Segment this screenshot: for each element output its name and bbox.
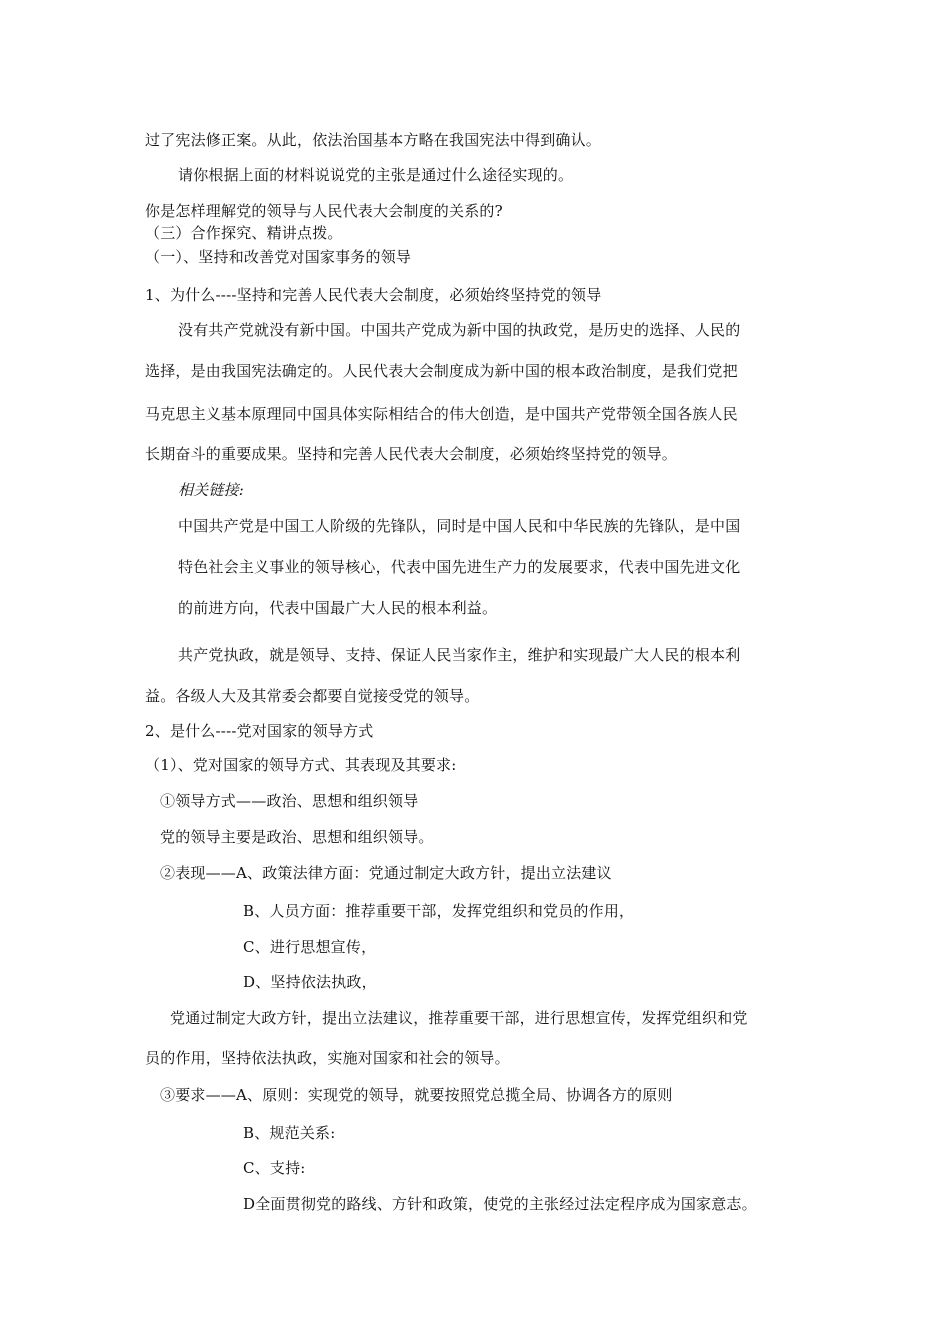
text-line: 的前进方向，代表中国最广大人民的根本利益。	[178, 599, 498, 617]
text-line: D全面贯彻党的路线、方针和政策，使党的主张经过法定程序成为国家意志。	[243, 1195, 757, 1213]
text-line: D、坚持依法执政，	[243, 973, 377, 991]
text-line: 过了宪法修正案。从此，依法治国基本方略在我国宪法中得到确认。	[145, 131, 602, 149]
text-line: 益。各级人大及其常委会都要自觉接受党的领导。	[145, 687, 480, 705]
text-line: 共产党执政，就是领导、支持、保证人民当家作主，维护和实现最广大人民的根本利	[178, 646, 741, 664]
text-line: （三）合作探究、精讲点拨。	[145, 224, 343, 242]
text-line: 你是怎样理解党的领导与人民代表大会制度的关系的?	[145, 202, 503, 220]
text-line: ①领导方式——政治、思想和组织领导	[160, 792, 419, 810]
related-link-heading: 相关链接:	[178, 481, 245, 499]
section-heading: （一）、坚持和改善党对国家事务的领导	[145, 248, 412, 266]
text-line: 党通过制定大政方针，提出立法建议，推荐重要干部，进行思想宣传，发挥党组织和党	[170, 1009, 748, 1027]
text-line: ②表现——A、政策法律方面：党通过制定大政方针，提出立法建议	[160, 864, 612, 882]
text-line: 党的领导主要是政治、思想和组织领导。	[160, 828, 434, 846]
text-line: 选择，是由我国宪法确定的。人民代表大会制度成为新中国的根本政治制度，是我们党把	[145, 362, 738, 380]
text-line: 长期奋斗的重要成果。坚持和完善人民代表大会制度，必须始终坚持党的领导。	[145, 445, 678, 463]
text-line: ③要求——A、原则：实现党的领导，就要按照党总揽全局、协调各方的原则	[160, 1086, 673, 1104]
text-line: 特色社会主义事业的领导核心，代表中国先进生产力的发展要求，代表中国先进文化	[178, 558, 741, 576]
text-line: 马克思主义基本原理同中国具体实际相结合的伟大创造，是中国共产党带领全国各族人民	[145, 405, 738, 423]
subsection-heading: 1、为什么----坚持和完善人民代表大会制度，必须始终坚持党的领导	[145, 286, 602, 304]
text-line: B、人员方面：推荐重要干部，发挥党组织和党员的作用，	[243, 902, 635, 920]
text-line: 员的作用，坚持依法执政，实施对国家和社会的领导。	[145, 1049, 510, 1067]
text-line: 中国共产党是中国工人阶级的先锋队，同时是中国人民和中华民族的先锋队，是中国	[178, 517, 741, 535]
text-line: 请你根据上面的材料说说党的主张是通过什么途径实现的。	[178, 166, 574, 184]
text-line: B、规范关系:	[243, 1124, 336, 1142]
text-line: 没有共产党就没有新中国。中国共产党成为新中国的执政党，是历史的选择、人民的	[178, 321, 741, 339]
text-line: C、支持:	[243, 1159, 306, 1177]
text-line: （1）、党对国家的领导方式、其表现及其要求:	[145, 756, 457, 774]
text-line: C、进行思想宣传，	[243, 938, 377, 956]
subsection-heading: 2、是什么----党对国家的领导方式	[145, 722, 374, 740]
